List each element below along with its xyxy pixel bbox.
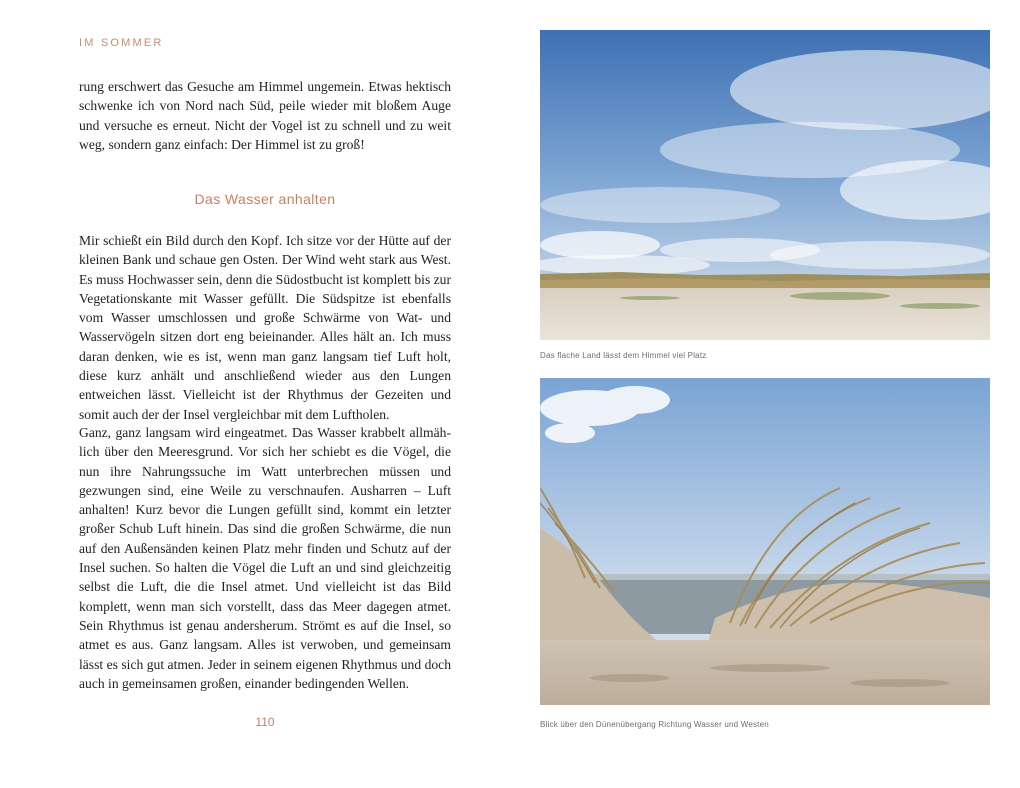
photo-dune-crossing: [540, 378, 990, 705]
photo-caption-2: Blick über den Dünenübergang Richtung Wasser und Westen: [540, 720, 769, 729]
running-head: IM SOMMER: [79, 37, 164, 49]
paragraph-3: Ganz, ganz langsam wird eingeatmet. Das Wasser krabbelt allmählich über den Meeresgrund. Vor sich her schiebt es die Vögel, die nun ihre Nahrungssuche im Watt unterbrechen müssen und gezwungen sind, eine Weile zu verschnaufen. Ausharren – Luft anhalten! Kurz bevor die Lungen gefüllt sind, kommt ein letzter großer Schub Luft hinein. Das sind die großen Schwärme, die nun auf den Außensänden keinen Platz mehr finden und Schutz auf der Insel suchen. So halten die Vögel die Luft an und sind gleichzeitig selbst die Luft, die die Insel atmet. Und vielleicht ist das Bild komplett, wenn man sich vorstellt, dass das Meer dagegen atmet. Sein Rhythmus ist genau andersherum. Strömt es auf die Insel, so atmet es aus. Ganz langsam. Alles ist verwoben, und gemeinsam lässt es sich gut atmen. Jeder in seinem eigenen Rhythmus und doch auch in gemeinsamen großen, einander bedingenden Wellen.: [79, 425, 451, 691]
section-heading: Das Wasser anhalten: [194, 191, 336, 207]
paragraph-1: rung erschwert das Gesuche am Himmel ungemein. Etwas hektisch schwenke ich von Nord nach Süd, peile wieder mit bloßem Auge und versuche es erneut. Nicht der Vogel ist zu schnell und zu weit weg, sondern ganz einfach: Der Himmel ist zu groß!: [79, 79, 451, 152]
photo-flat-land: [540, 30, 990, 340]
right-page: [510, 0, 1020, 788]
page-number: 110: [255, 715, 275, 729]
photo-caption-1: Das flache Land lässt dem Himmel viel Platz: [540, 351, 707, 360]
paragraph-2: Mir schießt ein Bild durch den Kopf. Ich sitze vor der Hütte auf der kleinen Bank und schaue gen Osten. Der Wind weht stark aus West. Es muss Hochwasser sein, denn die Südostbucht ist komplett bis zur Vegetationskante mit Wasser gefüllt. Die Südspitze ist ebenfalls vom Wasser umschlossen und große Schwärme von Wat- und Wasservögeln sitzen dort eng beieinander. Alles hält an. Ich muss daran denken, wie es ist, wenn man ganz langsam tief Luft holt, diese kurz anhält und anschließend wieder aus den Lungen entweichen lässt. Vielleicht ist der Rhythmus der Gezeiten und somit auch der der Insel vergleichbar mit dem Luftholen.: [79, 233, 451, 422]
